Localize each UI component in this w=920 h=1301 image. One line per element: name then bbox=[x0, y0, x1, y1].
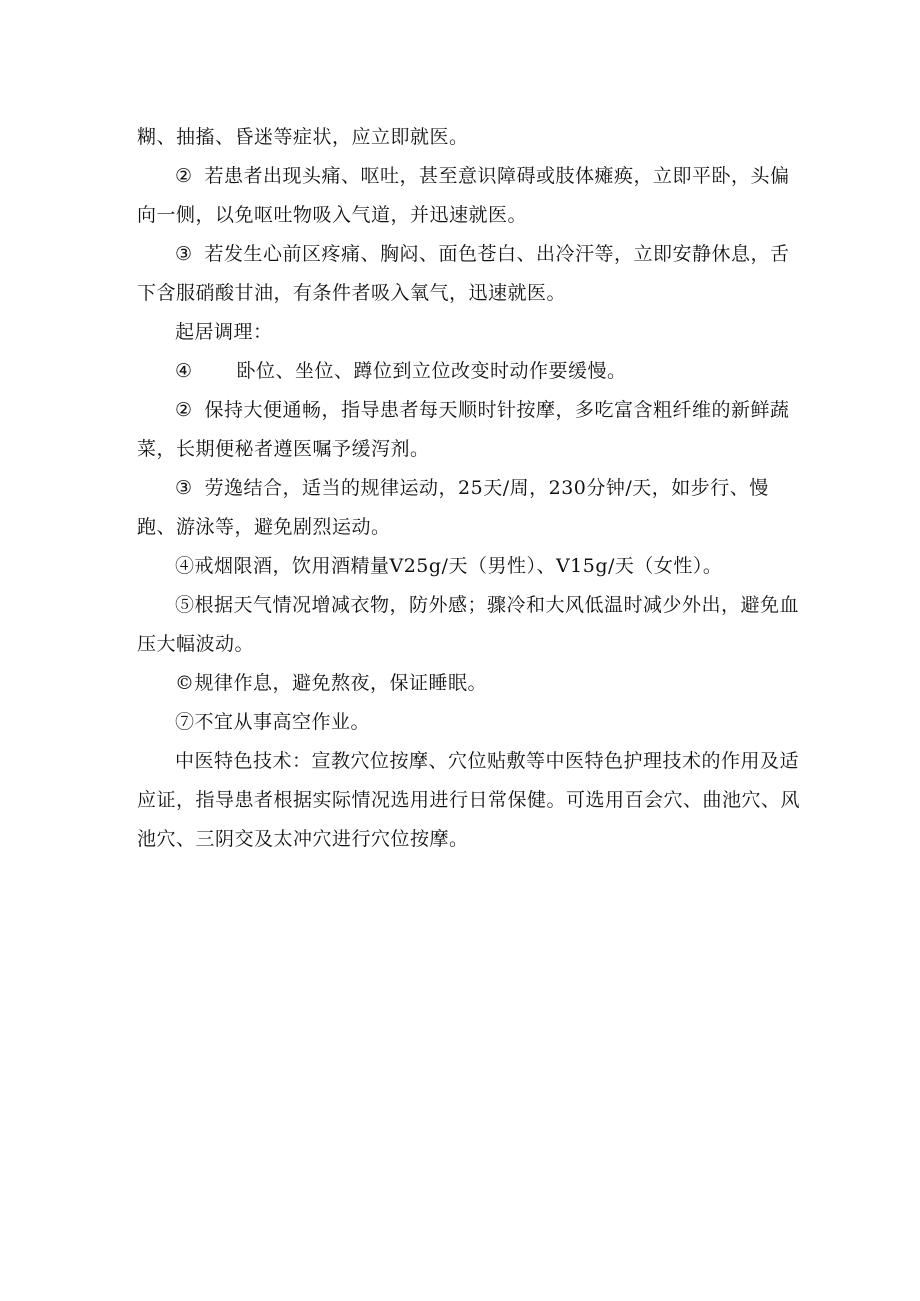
paragraph-text: 保持大便通畅，指导患者每天顺时针按摩，多吃富含粗纤维的新鲜蔬菜，长期便秘者遵医嘱予缓泻剂。 bbox=[137, 399, 790, 460]
paragraph-item bbox=[137, 664, 800, 703]
section-heading bbox=[137, 313, 800, 352]
paragraph-text: 糊、抽搐、昏迷等症状，应立即就医。 bbox=[137, 126, 469, 148]
paragraph-item bbox=[137, 703, 800, 742]
paragraph-item bbox=[137, 469, 800, 547]
list-marker: ③ bbox=[175, 477, 193, 499]
list-marker: ② bbox=[175, 399, 193, 421]
paragraph-text: 劳逸结合，适当的规律运动，25天/周，230分钟/天，如步行、慢跑、游泳等，避免剧烈运动。 bbox=[137, 477, 769, 538]
paragraph-text: 卧位、坐位、蹲位到立位改变时动作要缓慢。 bbox=[236, 360, 627, 382]
paragraph-text: ©规律作息，避免熬夜，保证睡眠。 bbox=[175, 672, 488, 694]
paragraph-item bbox=[137, 547, 800, 586]
paragraph-item bbox=[137, 157, 800, 235]
paragraph-item bbox=[137, 235, 800, 313]
list-marker: ④ bbox=[175, 360, 193, 382]
paragraph-item bbox=[137, 391, 800, 469]
heading-text: 起居调理： bbox=[175, 321, 273, 343]
paragraph-continuation bbox=[137, 118, 800, 157]
paragraph-item bbox=[137, 352, 800, 391]
paragraph-text: 若患者出现头痛、呕吐，甚至意识障碍或肢体瘫痪，立即平卧，头偏向一侧，以免呕吐物吸入气道，并迅速就医。 bbox=[137, 165, 790, 226]
paragraph-item bbox=[137, 586, 800, 664]
paragraph-text: ④戒烟限酒，饮用酒精量V25g/天（男性）、V15g/天（女性）。 bbox=[175, 555, 723, 577]
paragraph-text: 若发生心前区疼痛、胸闷、面色苍白、出冷汗等，立即安静休息，舌下含服硝酸甘油，有条件者吸入氧气，迅速就医。 bbox=[137, 243, 790, 304]
list-marker: ③ bbox=[175, 243, 193, 265]
list-marker: ② bbox=[175, 165, 193, 187]
paragraph-tcm-techniques bbox=[137, 742, 800, 859]
paragraph-text: 中医特色技术：宣教穴位按摩、穴位贴敷等中医特色护理技术的作用及适应证，指导患者根据实际情况选用进行日常保健。可选用百会穴、曲池穴、风池穴、三阴交及太冲穴进行穴位按摩。 bbox=[137, 750, 801, 850]
paragraph-text: ⑤根据天气情况增减衣物，防外感；骤冷和大风低温时减少外出，避免血压大幅波动。 bbox=[137, 594, 800, 655]
paragraph-text: ⑦不宜从事高空作业。 bbox=[175, 711, 371, 733]
